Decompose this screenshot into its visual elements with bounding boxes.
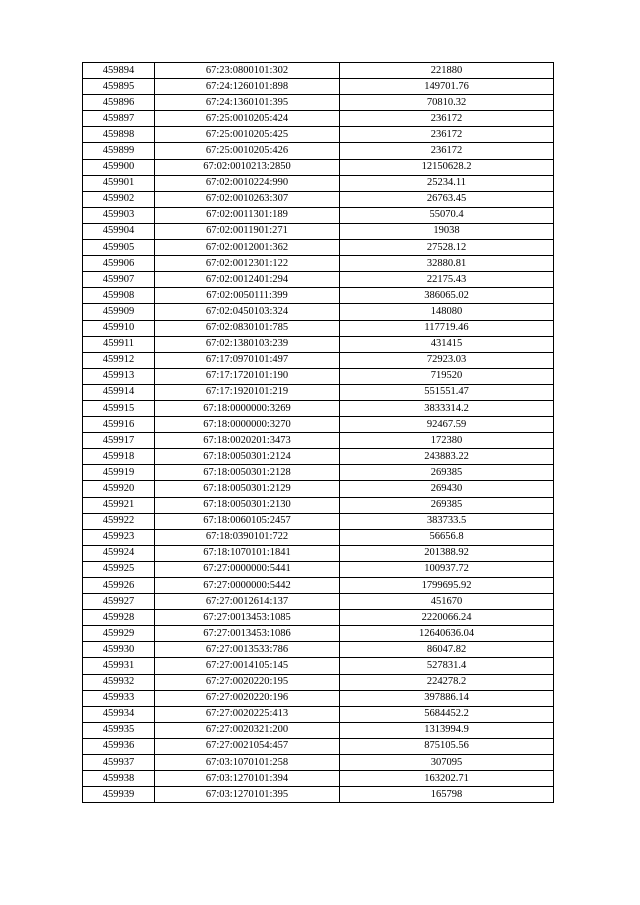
cadastral-number-cell: 67:03:1070101:258	[155, 755, 340, 771]
table-row	[83, 63, 554, 79]
row-number-cell: 459922	[83, 513, 155, 529]
value-cell: 27528.12	[340, 240, 554, 256]
row-number-cell: 459897	[83, 111, 155, 127]
table-row	[83, 288, 554, 304]
row-number-cell: 459907	[83, 272, 155, 288]
row-number-cell: 459919	[83, 465, 155, 481]
row-number-cell: 459924	[83, 545, 155, 561]
table-row	[83, 175, 554, 191]
table-row	[83, 384, 554, 400]
value-cell: 5684452.2	[340, 706, 554, 722]
row-number-cell: 459933	[83, 690, 155, 706]
cadastral-number-cell: 67:27:0013453:1085	[155, 610, 340, 626]
row-number-cell: 459902	[83, 191, 155, 207]
value-cell: 269385	[340, 465, 554, 481]
table-row	[83, 465, 554, 481]
table-row	[83, 127, 554, 143]
value-cell: 86047.82	[340, 642, 554, 658]
table-row	[83, 79, 554, 95]
row-number-cell: 459905	[83, 240, 155, 256]
value-cell: 1799695.92	[340, 578, 554, 594]
cadastral-number-cell: 67:18:0000000:3270	[155, 417, 340, 433]
cadastral-number-cell: 67:02:0010263:307	[155, 191, 340, 207]
cadastral-number-cell: 67:27:0020220:196	[155, 690, 340, 706]
table-row	[83, 240, 554, 256]
table-row	[83, 787, 554, 803]
value-cell: 26763.45	[340, 191, 554, 207]
cadastral-number-cell: 67:18:1070101:1841	[155, 545, 340, 561]
row-number-cell: 459939	[83, 787, 155, 803]
row-number-cell: 459914	[83, 384, 155, 400]
table-row	[83, 272, 554, 288]
cadastral-number-cell: 67:17:1920101:219	[155, 384, 340, 400]
value-cell: 172380	[340, 433, 554, 449]
cadastral-number-cell: 67:03:1270101:394	[155, 771, 340, 787]
row-number-cell: 459909	[83, 304, 155, 320]
value-cell: 3833314.2	[340, 400, 554, 416]
table-row	[83, 95, 554, 111]
row-number-cell: 459904	[83, 223, 155, 239]
row-number-cell: 459936	[83, 738, 155, 754]
cadastral-number-cell: 67:27:0012614:137	[155, 594, 340, 610]
value-cell: 148080	[340, 304, 554, 320]
value-cell: 70810.32	[340, 95, 554, 111]
cadastral-number-cell: 67:27:0013533:786	[155, 642, 340, 658]
row-number-cell: 459899	[83, 143, 155, 159]
cadastral-number-cell: 67:02:0011301:189	[155, 207, 340, 223]
value-cell: 201388.92	[340, 545, 554, 561]
cadastral-number-cell: 67:02:1380103:239	[155, 336, 340, 352]
row-number-cell: 459898	[83, 127, 155, 143]
table-row	[83, 706, 554, 722]
value-cell: 221880	[340, 63, 554, 79]
table-row	[83, 722, 554, 738]
cadastral-number-cell: 67:24:1360101:395	[155, 95, 340, 111]
value-cell: 92467.59	[340, 417, 554, 433]
value-cell: 1313994.9	[340, 722, 554, 738]
cadastral-number-cell: 67:02:0012401:294	[155, 272, 340, 288]
value-cell: 551551.47	[340, 384, 554, 400]
value-cell: 22175.43	[340, 272, 554, 288]
value-cell: 269385	[340, 497, 554, 513]
row-number-cell: 459926	[83, 578, 155, 594]
cadastral-number-cell: 67:25:0010205:425	[155, 127, 340, 143]
row-number-cell: 459929	[83, 626, 155, 642]
cadastral-number-cell: 67:27:0000000:5442	[155, 578, 340, 594]
table-row	[83, 143, 554, 159]
row-number-cell: 459900	[83, 159, 155, 175]
value-cell: 100937.72	[340, 561, 554, 577]
table-row	[83, 578, 554, 594]
value-cell: 32880.81	[340, 256, 554, 272]
value-cell: 55070.4	[340, 207, 554, 223]
cadastral-number-cell: 67:27:0020321:200	[155, 722, 340, 738]
cadastral-number-cell: 67:24:1260101:898	[155, 79, 340, 95]
row-number-cell: 459913	[83, 368, 155, 384]
table-row	[83, 481, 554, 497]
table-row	[83, 352, 554, 368]
table-row	[83, 738, 554, 754]
row-number-cell: 459917	[83, 433, 155, 449]
value-cell: 56656.8	[340, 529, 554, 545]
value-cell: 149701.76	[340, 79, 554, 95]
cadastral-number-cell: 67:18:0050301:2124	[155, 449, 340, 465]
table-row	[83, 336, 554, 352]
row-number-cell: 459938	[83, 771, 155, 787]
table-row	[83, 207, 554, 223]
cadastral-number-cell: 67:02:0012001:362	[155, 240, 340, 256]
table-row	[83, 561, 554, 577]
table-row	[83, 529, 554, 545]
value-cell: 12640636.04	[340, 626, 554, 642]
table-row	[83, 304, 554, 320]
value-cell: 451670	[340, 594, 554, 610]
row-number-cell: 459912	[83, 352, 155, 368]
row-number-cell: 459927	[83, 594, 155, 610]
value-cell: 236172	[340, 143, 554, 159]
value-cell: 243883.22	[340, 449, 554, 465]
table-row	[83, 320, 554, 336]
row-number-cell: 459906	[83, 256, 155, 272]
cadastral-number-cell: 67:17:1720101:190	[155, 368, 340, 384]
value-cell: 2220066.24	[340, 610, 554, 626]
cadastral-number-cell: 67:25:0010205:424	[155, 111, 340, 127]
value-cell: 397886.14	[340, 690, 554, 706]
cadastral-number-cell: 67:02:0050111:399	[155, 288, 340, 304]
table-row	[83, 610, 554, 626]
row-number-cell: 459928	[83, 610, 155, 626]
value-cell: 269430	[340, 481, 554, 497]
value-cell: 163202.71	[340, 771, 554, 787]
value-cell: 224278.2	[340, 674, 554, 690]
table-row	[83, 256, 554, 272]
table-row	[83, 191, 554, 207]
value-cell: 25234.11	[340, 175, 554, 191]
cadastral-number-cell: 67:27:0020220:195	[155, 674, 340, 690]
row-number-cell: 459920	[83, 481, 155, 497]
value-cell: 431415	[340, 336, 554, 352]
cadastral-number-cell: 67:02:0830101:785	[155, 320, 340, 336]
table-row	[83, 417, 554, 433]
row-number-cell: 459937	[83, 755, 155, 771]
table-body	[83, 63, 554, 803]
table-row	[83, 368, 554, 384]
table-row	[83, 159, 554, 175]
cadastral-number-cell: 67:03:1270101:395	[155, 787, 340, 803]
value-cell: 236172	[340, 111, 554, 127]
cadastral-number-cell: 67:02:0010224:990	[155, 175, 340, 191]
value-cell: 72923.03	[340, 352, 554, 368]
table-row	[83, 513, 554, 529]
cadastral-number-cell: 67:23:0800101:302	[155, 63, 340, 79]
value-cell: 527831.4	[340, 658, 554, 674]
cadastral-number-cell: 67:02:0450103:324	[155, 304, 340, 320]
cadastral-number-cell: 67:18:0050301:2129	[155, 481, 340, 497]
cadastral-number-cell: 67:18:0050301:2130	[155, 497, 340, 513]
cadastral-number-cell: 67:18:0390101:722	[155, 529, 340, 545]
table-row	[83, 449, 554, 465]
table-row	[83, 642, 554, 658]
cadastral-number-cell: 67:27:0021054:457	[155, 738, 340, 754]
row-number-cell: 459910	[83, 320, 155, 336]
value-cell: 386065.02	[340, 288, 554, 304]
value-cell: 875105.56	[340, 738, 554, 754]
table-row	[83, 626, 554, 642]
row-number-cell: 459925	[83, 561, 155, 577]
table-row	[83, 433, 554, 449]
table-row	[83, 545, 554, 561]
value-cell: 236172	[340, 127, 554, 143]
cadastral-number-cell: 67:27:0020225:413	[155, 706, 340, 722]
row-number-cell: 459908	[83, 288, 155, 304]
table-row	[83, 658, 554, 674]
row-number-cell: 459935	[83, 722, 155, 738]
table-row	[83, 223, 554, 239]
value-cell: 12150628.2	[340, 159, 554, 175]
row-number-cell: 459915	[83, 400, 155, 416]
row-number-cell: 459934	[83, 706, 155, 722]
table-row	[83, 690, 554, 706]
table-row	[83, 594, 554, 610]
cadastral-number-cell: 67:18:0050301:2128	[155, 465, 340, 481]
value-cell: 719520	[340, 368, 554, 384]
row-number-cell: 459894	[83, 63, 155, 79]
cadastral-number-cell: 67:25:0010205:426	[155, 143, 340, 159]
row-number-cell: 459911	[83, 336, 155, 352]
value-cell: 117719.46	[340, 320, 554, 336]
row-number-cell: 459918	[83, 449, 155, 465]
row-number-cell: 459895	[83, 79, 155, 95]
value-cell: 165798	[340, 787, 554, 803]
cadastral-number-cell: 67:27:0013453:1086	[155, 626, 340, 642]
row-number-cell: 459916	[83, 417, 155, 433]
cadastral-number-cell: 67:18:0000000:3269	[155, 400, 340, 416]
cadastral-number-cell: 67:18:0060105:2457	[155, 513, 340, 529]
row-number-cell: 459903	[83, 207, 155, 223]
row-number-cell: 459921	[83, 497, 155, 513]
row-number-cell: 459901	[83, 175, 155, 191]
value-cell: 19038	[340, 223, 554, 239]
row-number-cell: 459930	[83, 642, 155, 658]
table-row	[83, 771, 554, 787]
cadastral-number-cell: 67:02:0012301:122	[155, 256, 340, 272]
cadastral-number-cell: 67:17:0970101:497	[155, 352, 340, 368]
cadastral-number-cell: 67:27:0014105:145	[155, 658, 340, 674]
table-row	[83, 111, 554, 127]
row-number-cell: 459932	[83, 674, 155, 690]
cadastral-number-cell: 67:02:0010213:2850	[155, 159, 340, 175]
table-row	[83, 755, 554, 771]
row-number-cell: 459931	[83, 658, 155, 674]
cadastral-value-table	[82, 62, 554, 803]
cadastral-number-cell: 67:18:0020201:3473	[155, 433, 340, 449]
value-cell: 307095	[340, 755, 554, 771]
row-number-cell: 459923	[83, 529, 155, 545]
table-row	[83, 400, 554, 416]
cadastral-number-cell: 67:27:0000000:5441	[155, 561, 340, 577]
cadastral-number-cell: 67:02:0011901:271	[155, 223, 340, 239]
table-row	[83, 497, 554, 513]
table-row	[83, 674, 554, 690]
row-number-cell: 459896	[83, 95, 155, 111]
value-cell: 383733.5	[340, 513, 554, 529]
